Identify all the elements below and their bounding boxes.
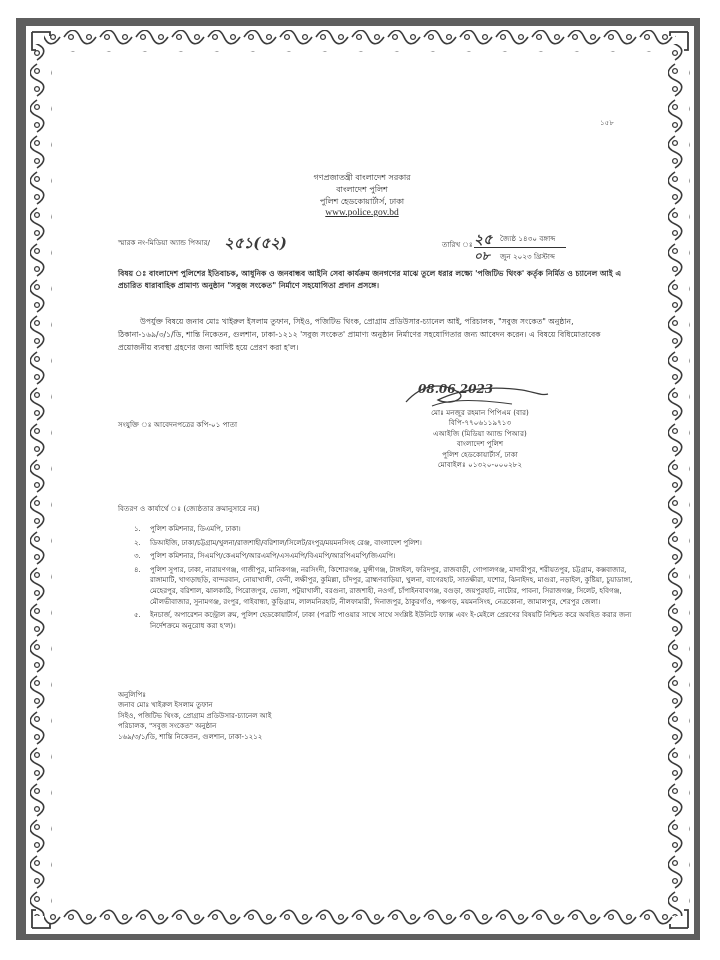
attachment-note: সংযুক্তি ঃ আবেদনপত্রের কপি-০১ পাতা: [118, 420, 238, 429]
copy-block: [118, 690, 418, 742]
signature-scribble: [402, 378, 552, 412]
list-text: ডিআইজি, ঢাকা/চট্টগ্রাম/খুলনা/রাজশাহী/বরিশাল/সিলেট/রংপুর/ময়মনসিংহ রেঞ্জ, বাংলাদেশ পুলিশ।: [150, 538, 422, 547]
date-bangla: জ্যৈষ্ঠ ১৪৩০ বঙ্গাব্দ: [500, 234, 556, 243]
letter-page: [72, 72, 652, 896]
copy-line: জনাব মোঃ খাইরুল ইসলাম তুফান: [118, 701, 213, 710]
copy-line: ১৬৯/৩/১/ডি, শান্তি নিকেতন, গুলশান, ঢাকা-১২১২: [118, 732, 263, 741]
signatory-id: বিপি-৭৭০৬১১৯৭১৩: [448, 418, 512, 428]
body-paragraph: উপর্যুক্ত বিষয়ে জনাব মোঃ খাইরুল ইসলাম তুফান, সিইও, পজিটিভ থিংক, প্রোগ্রাম প্রডিউসার-চ্যানেল আই, পরিচালক, "সবুজ সংকেত" অনুষ্ঠান, ঠিকানা-১৬৯/৩/১/ডি, শান্তি নিকেতন, গুলশান, ঢাকা-১২১২ 'সবুজ সংকেত' প্রামাণ্য অনুষ্ঠান নির্মাণের সহযোগিতার জন্য আবেদন করেন। এ বিষয়ে বিধিমোতাবেক প্রয়োজনীয় ব্যবস্থা গ্রহণের জন্য আদিষ্ট হয়ে প্রেরণ করা হ'ল।: [118, 317, 601, 352]
list-item: [134, 538, 634, 549]
date-day-bangla: ২৫: [474, 232, 493, 248]
signatory-org: বাংলাদেশ পুলিশ: [456, 439, 504, 449]
copy-line: পরিচালক, "সবুজ সংকেত" অনুষ্ঠান: [118, 722, 217, 731]
list-text: পুলিশ কমিশনার, ডিএমপি, ঢাকা।: [150, 525, 241, 533]
memo-number: ২৫১(৫২): [224, 234, 287, 252]
signatory-name: মোঃ মনজুর রহমান পিপিএম (বার): [431, 408, 529, 417]
distribution-list: [134, 524, 634, 631]
subject-line: বিষয় ঃ বাংলাদেশ পুলিশের ইতিবাচক, আধুনিক ও জনবান্ধব আইনি সেবা কার্যক্রম জনগণের মাঝে তুলে ধরার লক্ষ্যে 'পজিটিভ থিংক' কর্তৃক নির্মিত ও চ্যানেল আই এ প্রচারিত ধারাবাহিক প্রামাণ্য অনুষ্ঠান "সবুজ সংকেত" নির্মাণে সহযোগিতা প্রদান প্রসঙ্গে।: [118, 269, 622, 290]
list-number: ২.: [134, 538, 141, 547]
date-label: তারিখ ঃ: [442, 240, 473, 249]
date-english: জুন ২০২৩ খ্রিস্টাব্দ: [500, 252, 556, 261]
header-govt: গণপ্রজাতন্ত্রী বাংলাদেশ সরকার: [313, 173, 411, 182]
memo-label: স্মারক নং-মিডিয়া অ্যান্ড পিআর/: [118, 238, 210, 247]
date-day-english: ০৮: [474, 249, 490, 263]
list-text: ইনচার্জ, অপারেশন কন্ট্রোল রুম, পুলিশ হেডকোয়ার্টার্স, ঢাকা (পত্রটি পাওয়ার সাথে সাথে সংশ্লিষ্ট ইউনিটে ফ্যাক্স এবং ই-মেইলে প্রেরণের বিষয়টি নিশ্চিত করে অবহিত করার জন্য নির্দেশক্রমে অনুরোধ করা হ'ল)।: [150, 611, 632, 630]
header-police: বাংলাদেশ পুলিশ: [336, 185, 388, 194]
list-number: ৫.: [134, 611, 141, 620]
distribution-heading: বিতরণ ও কার্যার্থে ঃ (জ্যেষ্ঠতার ক্রমানুসারে নয়): [118, 504, 260, 513]
list-item: [134, 524, 634, 535]
copy-heading: অনুলিপিঃ: [118, 691, 146, 699]
header-hq: পুলিশ হেডকোয়ার্টার্স, ঢাকা: [319, 197, 405, 206]
list-item: [134, 565, 634, 607]
list-number: ১.: [134, 525, 141, 533]
signatory-mobile: মোবাইলঃ ০১৩২০-০০০২৮২: [437, 460, 523, 470]
list-item: [134, 610, 634, 631]
copy-line: সিইও, পজিটিভ থিংক, প্রোগ্রাম প্রডিউসার-চ্যানেল আই: [118, 711, 272, 720]
signatory-office: পুলিশ হেডকোয়ার্টার্স, ঢাকা: [442, 449, 518, 459]
list-text: পুলিশ সুপার, ঢাকা, নারায়ণগঞ্জ, গাজীপুর, মানিকগঞ্জ, নরসিংদী, কিশোরগঞ্জ, মুন্সীগঞ্জ, টাঙ্গাইল, ফরিদপুর, রাজবাড়ী, গোপালগঞ্জ, মাদারীপুর, শরীয়তপুর, চট্টগ্রাম, কক্সবাজার, রাঙ্গামাটি, খাগড়াছড়ি, বান্দরবান, নোয়াখালী, ফেনী, লক্ষীপুর, কুমিল্লা, চাঁদপুর, ব্রাহ্মণবাড়িয়া, খুলনা, বাগেরহাট, সাতক্ষীরা, যশোর, ঝিনাইদহ, মাগুরা, নড়াইল, কুষ্টিয়া, চুয়াডাঙ্গা, মেহেরপুর, বরিশাল, ঝালকাঠি, পিরোজপুর, ভোলা, পটুয়াখালী, বরগুনা, রাজশাহী, নওগাঁ, চাঁপাইনবাবগঞ্জ, বগুড়া, জয়পুরহাট, নাটোর, পাবনা, সিরাজগঞ্জ, সিলেট, হবিগঞ্জ, মৌলভীবাজার, সুনামগঞ্জ, রংপুর, গাইবান্ধা, কুড়িগ্রাম, লালমনিরহাট, নীলফামারী, দিনাজপুর, ঠাকুরগাঁও, পঞ্চগড়, ময়মনসিংহ, নেত্রকোনা, জামালপুর, শেরপুর জেলা।: [150, 565, 633, 606]
handwritten-date: 08.06.2023: [418, 382, 494, 396]
list-item: [134, 551, 634, 562]
list-number: ৩.: [134, 552, 141, 561]
list-text: পুলিশ কমিশনার, সিএমপি/কেএমপি/আরএমপি/এসএমপি/বিএমপি/আরপিএমপি/জিএমপি।: [150, 552, 396, 561]
signature-block: [380, 408, 580, 470]
page-number: ১৫৮: [600, 118, 614, 127]
signatory-designation: এআইজি (মিডিয়া অ্যান্ড পিআর): [433, 428, 527, 438]
header-website: www.police.gov.bd: [325, 208, 399, 218]
list-number: ৪.: [134, 565, 141, 574]
